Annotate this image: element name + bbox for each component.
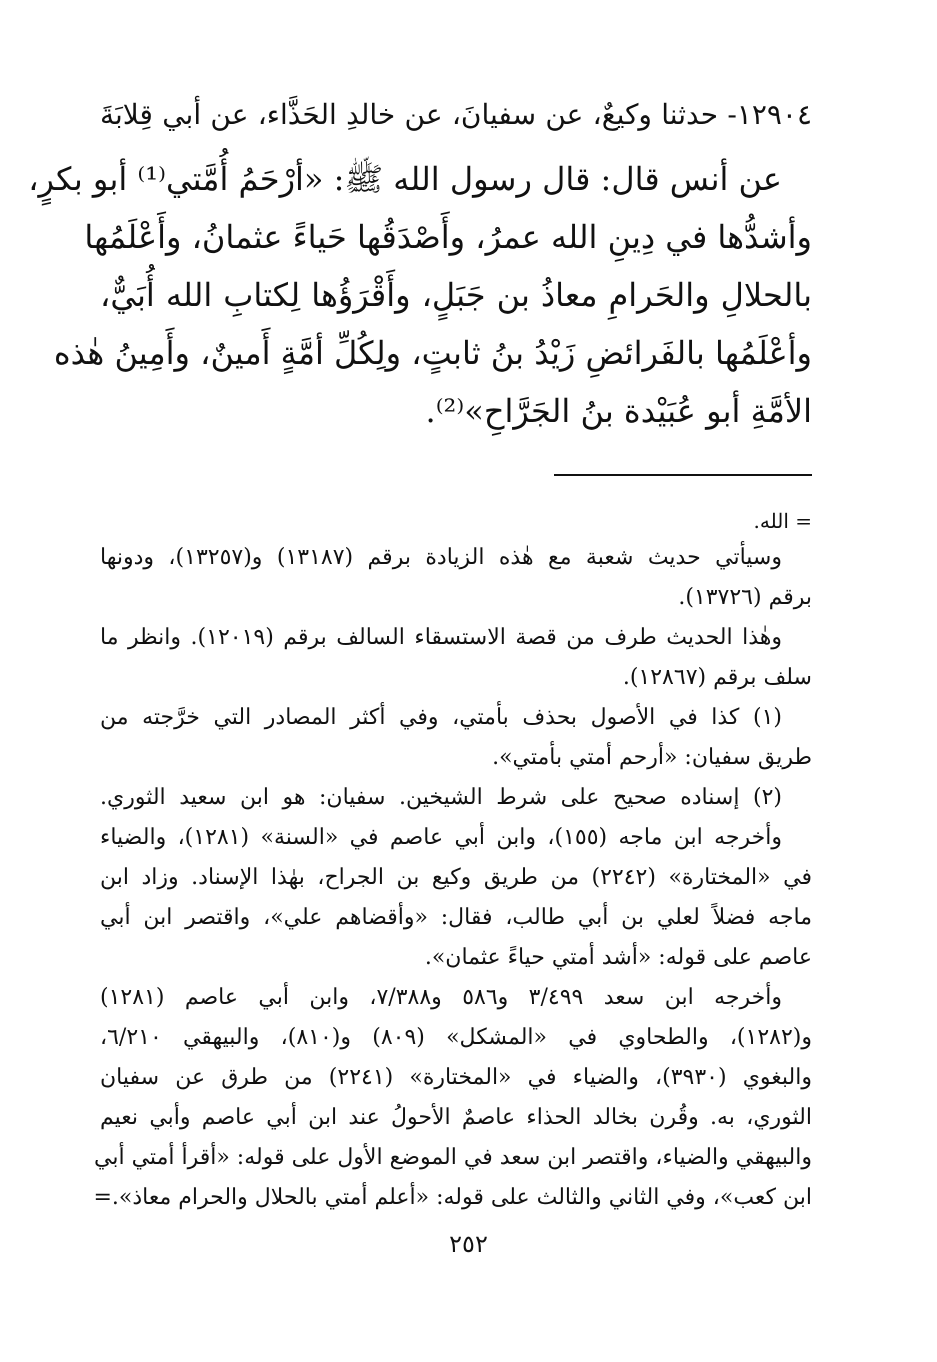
footnote-line: وهٰذا الحديث طرف من قصة الاستسقاء السالف برقم (١٢٠١٩). وانظر ما: [100, 625, 782, 650]
footnote-line: برقم (١٣٧٢٦).: [678, 585, 812, 610]
hadith-line: الأمَّةِ أبو عُبَيْدة بنُ الجَرَّاحِ»⁽²⁾.: [425, 392, 812, 430]
hadith-line: وأعْلَمُها بالفَرائضِ زَيْدُ بنُ ثابتٍ، ولِكُلِّ أمَّةٍ أَمينٌ، وأَمِينُ هٰذه: [53, 334, 812, 372]
footnote-line: ابن كعب»، وفي الثاني والثالث على قوله: «أعلم أمتي بالحلال والحرام معاذ».=: [93, 1185, 812, 1210]
footnote-line: وسيأتي حديث شعبة مع هٰذه الزيادة برقم (١٣١٨٧) و(١٣٢٥٧)، ودونها: [100, 545, 782, 570]
footnote-line: طريق سفيان: «أرحم أمتي بأمتي».: [492, 745, 812, 770]
hadith-line: بالحلالِ والحَرامِ معاذُ بن جَبَلٍ، وأَقْرَؤُها لِكتابِ الله أُبَيٌّ،: [100, 276, 812, 314]
hadith-header: ١٢٩٠٤- حدثنا وكيعٌ، عن سفيانَ، عن خالدِ الحَذَّاء، عن أبي قِلابَةَ: [100, 98, 812, 131]
page-number: ٢٥٢: [449, 1230, 488, 1258]
footnote-line: ماجه فضلاً لعلي بن أبي طالب، فقال: «وأقضاهم علي»، واقتصر ابن أبي: [100, 905, 812, 930]
footnotes: [93, 504, 812, 1218]
page-content: [28, 92, 812, 1218]
footnote-line: (١) كذا في الأصول بحذف بأمتي، وفي أكثر المصادر التي خرَّجته من: [100, 705, 782, 730]
footnote-separator: [554, 474, 812, 476]
hadith-line: وأشدُّها في دِينِ الله عمرُ، وأَصْدَقُها حَياءً عثمانُ، وأَعْلَمُها: [84, 218, 812, 256]
hadith-text: [28, 150, 812, 440]
footnote-line: سلف برقم (١٢٨٦٧).: [622, 665, 812, 690]
footnote-line: والبغوي (٣٩٣٠)، والضياء في «المختارة» (٢٢٤١) من طرق عن سفيان: [100, 1065, 812, 1090]
footnote-line: عاصم على قوله: «أشد أمتي حياءً عثمان».: [424, 945, 812, 970]
footnote-line: الثوري، به. وقُرن بخالد الحذاء عاصمٌ الأحولُ عند ابن أبي عاصم وأبي نعيم: [100, 1105, 812, 1130]
footnote-line: والبيهقي والضياء، واقتصر ابن سعد في الموضع الأول على قوله: «أقرأ أمتي أبي: [94, 1145, 812, 1170]
footnote-continuation: = الله.: [753, 509, 812, 533]
hadith-line: عن أنس قال: قال رسول الله ﷺ: «أرْحَمُ أُمَّتي⁽¹⁾ أبو بكرٍ،: [28, 160, 782, 198]
footnote-line: و(١٢٨٢)، والطحاوي في «المشكل» (٨٠٩) و(٨١٠)، والبيهقي ٦/٢١٠،: [100, 1025, 812, 1050]
footnote-line: (٢) إسناده صحيح على شرط الشيخين. سفيان: هو ابن سعيد الثوري.: [100, 785, 782, 810]
footnote-line: وأخرجه ابن ماجه (١٥٥)، وابن أبي عاصم في «السنة» (١٢٨١)، والضياء: [100, 825, 782, 850]
footnote-line: وأخرجه ابن سعد ٣/٤٩٩ و٥٨٦ و٧/٣٨٨، وابن أبي عاصم (١٢٨١): [100, 985, 782, 1010]
footnote-line: في «المختارة» (٢٢٤٢) من طريق وكيع بن الجراح، بهٰذا الإسناد. وزاد ابن: [100, 865, 812, 890]
